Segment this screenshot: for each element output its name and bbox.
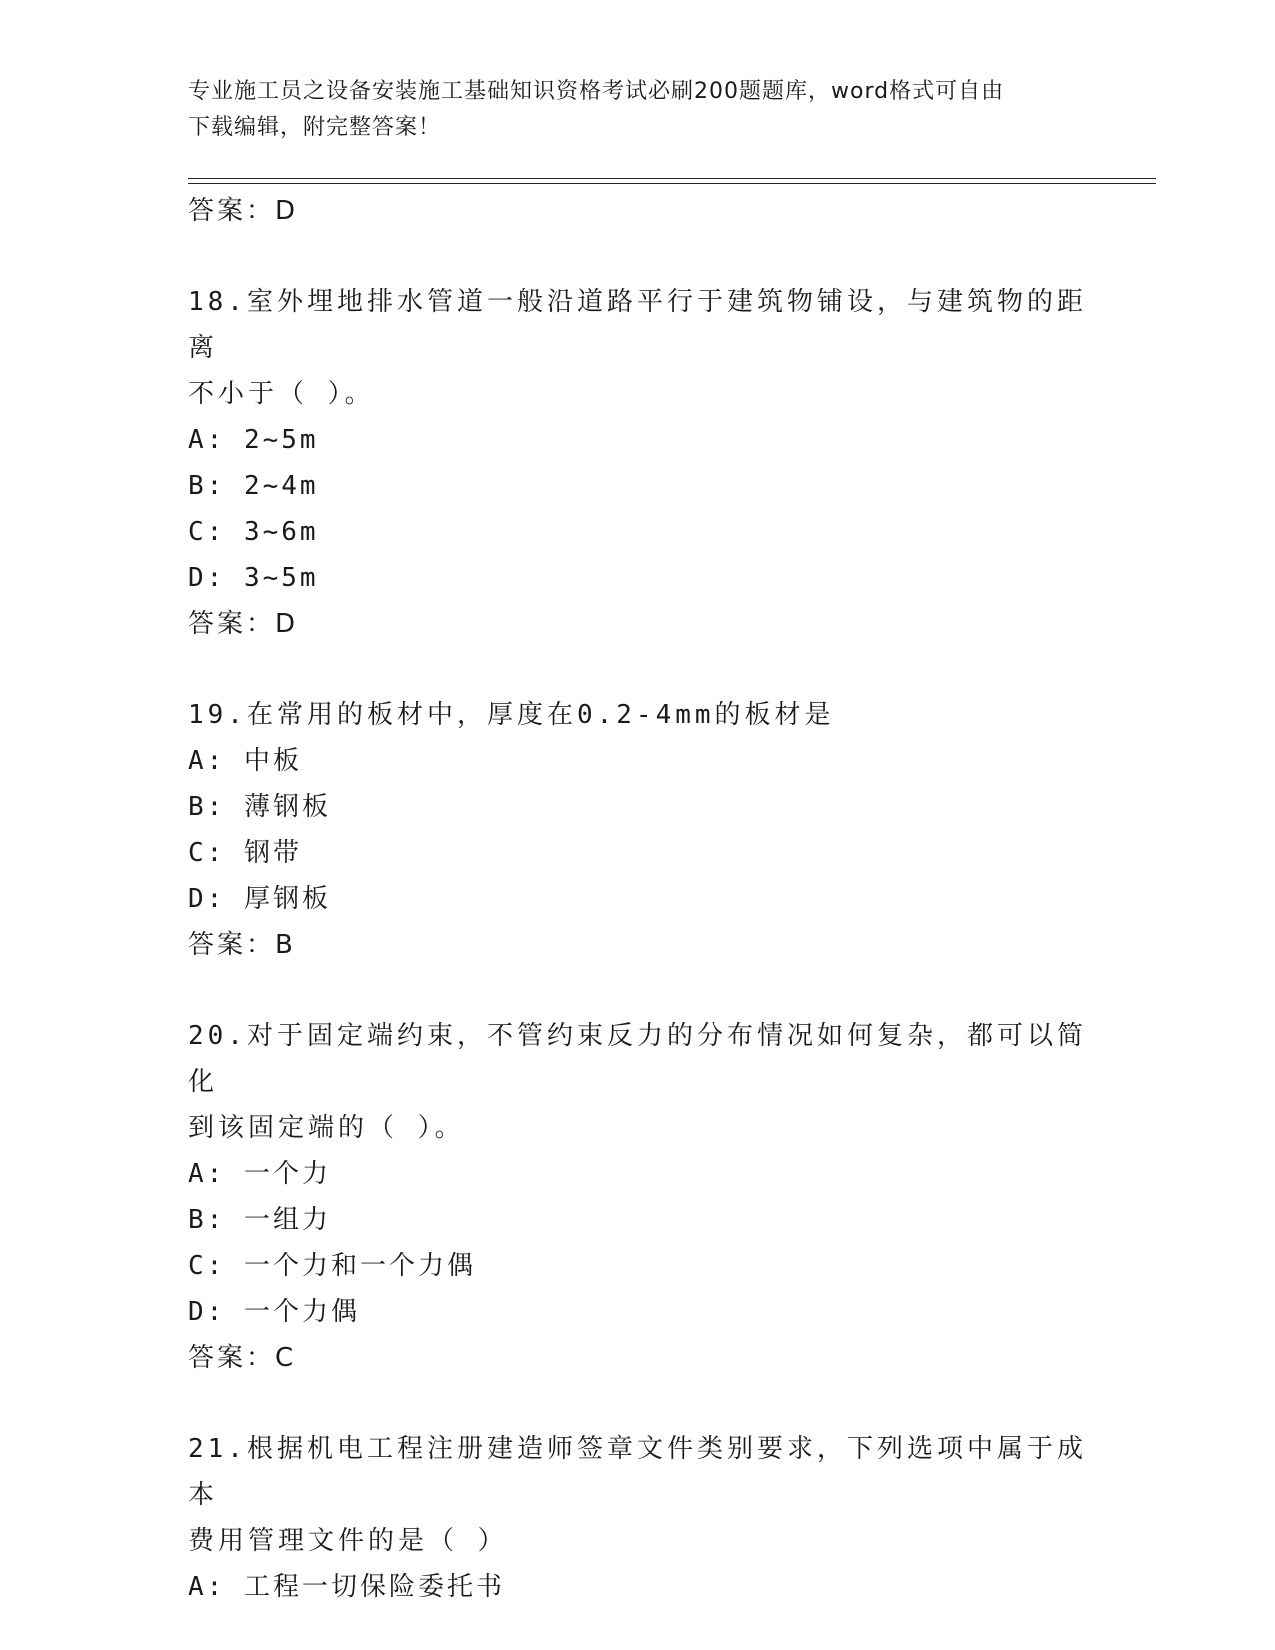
header-rule-top [188,178,1156,179]
option-c: C: 钢带 [188,838,302,868]
answer-label: 答案： [188,609,276,639]
option-c: C: 一个力和一个力偶 [188,1251,476,1281]
question-text-continued: 费用管理文件的是（ ） [188,1526,508,1556]
answer-label: 答案： [188,930,276,960]
question-text-continued: 到该固定端的（ ）。 [188,1113,465,1143]
answer-value: D [275,609,297,639]
question-block-21 [188,1426,1088,1610]
option-d: D: 一个力偶 [188,1297,360,1327]
header-title-line-1: 专业施工员之设备安装施工基础知识资格考试必刷200题题库，word格式可自由 [188,79,1005,104]
option-a: A: 一个力 [188,1159,331,1189]
option-c: C: 3~6m [188,517,319,547]
answer-line [188,922,1088,968]
spacer [188,647,1088,692]
question-text: 18.室外埋地排水管道一般沿道路平行于建筑物铺设，与建筑物的距离 [188,287,1087,363]
option-b: B: 薄钢板 [188,792,331,822]
answer-value: B [275,930,294,960]
page-header [188,74,1088,146]
spacer [188,234,1088,279]
spacer [188,968,1088,1013]
answer-label: 答案： [188,196,276,226]
option-a: A: 工程一切保险委托书 [188,1572,505,1602]
option-d: D: 3~5m [188,563,319,593]
option-a: A: 中板 [188,746,302,776]
question-block-20 [188,1013,1088,1381]
answer-line [188,601,1088,647]
question-text-continued: 不小于（ ）。 [188,379,375,409]
question-block-19 [188,692,1088,968]
option-b: B: 一组力 [188,1205,331,1235]
header-title-line-2: 下载编辑，附完整答案！ [188,115,442,140]
answer-line [188,1335,1088,1381]
answer-label: 答案： [188,1343,276,1373]
question-text: 19.在常用的板材中，厚度在0.2-4mm的板材是 [188,700,835,730]
question-text: 20.对于固定端约束，不管约束反力的分布情况如何复杂，都可以简化 [188,1021,1087,1097]
option-b: B: 2~4m [188,471,319,501]
option-d: D: 厚钢板 [188,884,331,914]
answer-value: C [275,1343,295,1373]
header-rule-bottom [188,183,1156,184]
question-text: 21.根据机电工程注册建造师签章文件类别要求，下列选项中属于成本 [188,1434,1087,1510]
question-block-18 [188,279,1088,647]
spacer [188,1381,1088,1426]
option-a: A: 2~5m [188,425,319,455]
answer-value: D [275,196,297,226]
question-list [188,188,1088,1610]
answer-line [188,188,1088,234]
